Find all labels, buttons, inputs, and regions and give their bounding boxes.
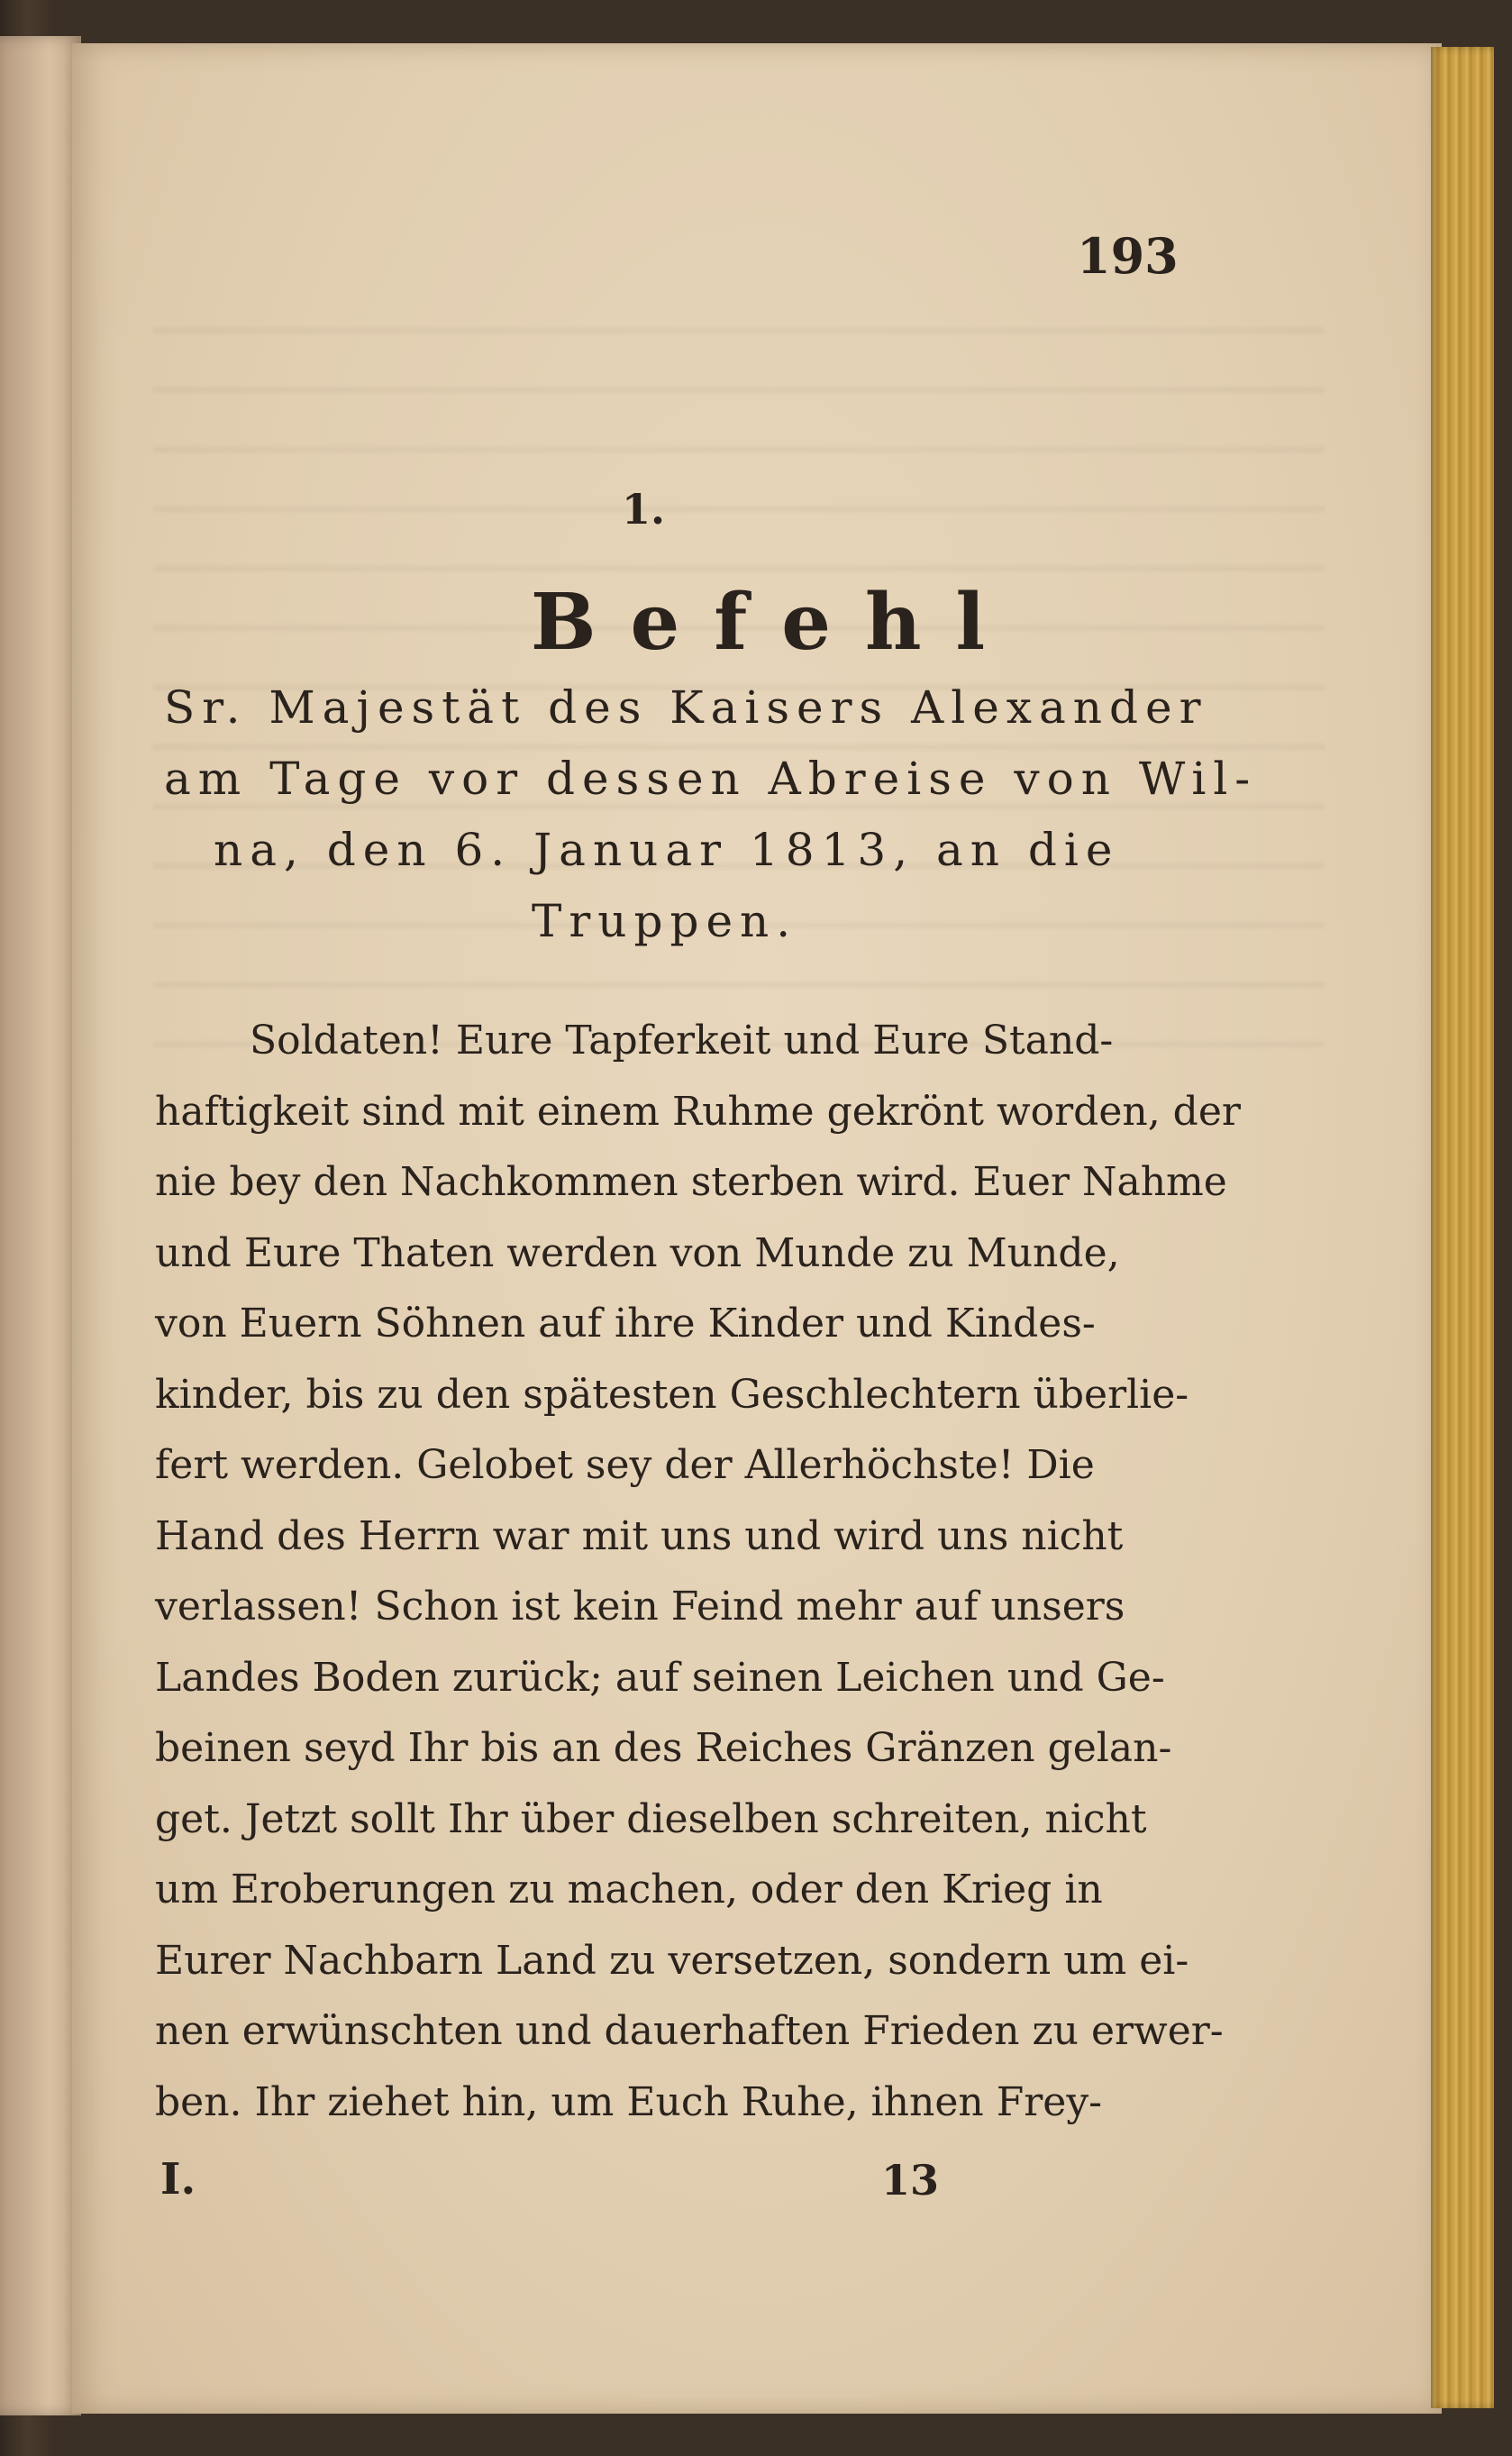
- body-line: nen erwünschten und dauerhaften Frieden zu erwer-: [155, 2008, 1224, 2054]
- page-number: 193: [1077, 227, 1179, 285]
- subtitle-block: [164, 672, 1258, 957]
- body-line: Landes Boden zurück; auf seinen Leichen und Ge-: [155, 1654, 1165, 1701]
- catchword: 13: [881, 2156, 940, 2205]
- page-edges-gilt: [1431, 47, 1494, 2408]
- left-page-edge: [0, 36, 81, 2415]
- body-line: und Eure Thaten werden von Munde zu Munde,: [155, 1229, 1120, 1276]
- subtitle-line: Truppen.: [532, 895, 798, 947]
- subtitle-line: Sr. Majestät des Kaisers Alexander: [164, 681, 1208, 734]
- body-line: nie bey den Nachkommen sterben wird. Euer Nahme: [155, 1159, 1227, 1205]
- section-number: 1.: [622, 485, 666, 534]
- body-line: haftigkeit sind mit einem Ruhme gekrönt worden, der: [155, 1088, 1241, 1135]
- body-line: verlassen! Schon ist kein Feind mehr auf unsers: [155, 1584, 1125, 1630]
- subtitle-line: am Tage vor dessen Abreise von Wil-: [164, 753, 1258, 805]
- body-line: ben. Ihr ziehet hin, um Euch Ruhe, ihnen Frey-: [155, 2078, 1103, 2125]
- body-line: Hand des Herrn war mit uns und wird uns nicht: [155, 1512, 1124, 1559]
- body-line: kinder, bis zu den spätesten Geschlechtern überlie-: [155, 1371, 1189, 1418]
- body-line: Eurer Nachbarn Land zu versetzen, sondern um ei-: [155, 1937, 1189, 1984]
- body-line: get. Jetzt sollt Ihr über dieselben schreiten, nicht: [155, 1795, 1147, 1842]
- body-line: um Eroberungen zu machen, oder den Krieg in: [155, 1867, 1103, 1913]
- body-text: [155, 1006, 1241, 2138]
- body-line: von Euern Söhnen auf ihre Kinder und Kindes-: [155, 1301, 1096, 1347]
- body-line: fert werden. Gelobet sey der Allerhöchste! Die: [155, 1442, 1095, 1488]
- body-line: Soldaten! Eure Tapferkeit und Eure Stand-: [250, 1018, 1114, 1064]
- document-title: Befehl: [530, 577, 1020, 668]
- body-line: beinen seyd Ihr bis an des Reiches Gränzen gelan-: [155, 1725, 1172, 1771]
- signature-mark: I.: [160, 2154, 196, 2205]
- subtitle-line: na, den 6. Januar 1813, an die: [214, 824, 1120, 876]
